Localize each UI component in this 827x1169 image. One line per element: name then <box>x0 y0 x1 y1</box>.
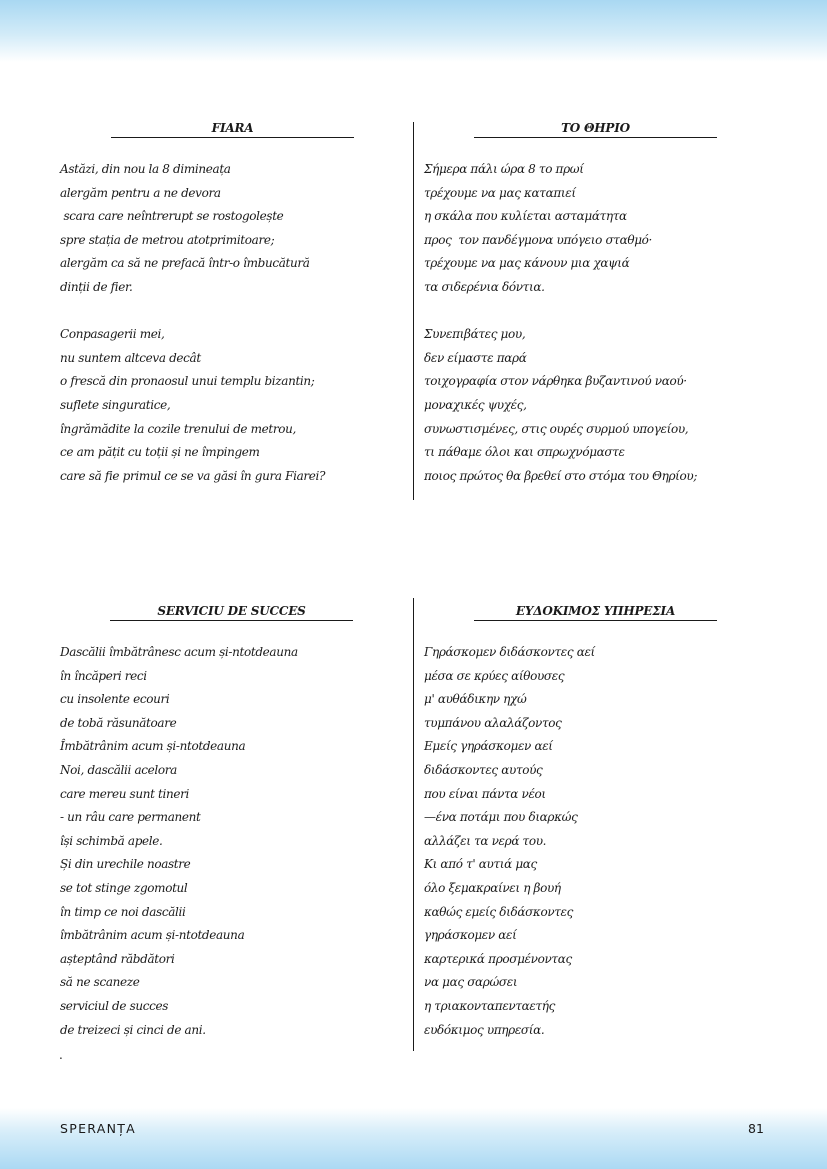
poem-line: η τριακονταπενταετής <box>424 998 555 1013</box>
poem-2-greek-title: ΕΥΔΟΚΙΜΟΣ ΥΠΗΡΕΣΙΑ <box>474 604 717 621</box>
poem-line: dinții de fier. <box>60 279 133 294</box>
poem-line: Noi, dascălii acelora <box>60 762 177 777</box>
magazine-name: SPERANȚA <box>60 1121 137 1136</box>
top-gradient-band <box>0 0 827 62</box>
poem-line: Conpasagerii mei, <box>60 327 165 342</box>
poem-line: όλο ξεμακραίνει η βουή <box>424 880 561 895</box>
poem-line: δεν είμαστε παρά <box>424 350 527 365</box>
poem-line: Συνεπιβάτες μου, <box>424 327 526 342</box>
poem-line: ποιος πρώτος θα βρεθεί στο στόμα του Θηρίου; <box>424 468 698 483</box>
poem-line: Κι από τ' αυτιά μας <box>424 857 537 872</box>
poem-line: îmbătrânim acum și-ntotdeauna <box>60 928 245 943</box>
stanza-break <box>424 300 697 324</box>
poem-line: μοναχικές ψυχές, <box>424 397 527 412</box>
poem-line: Σήμερα πάλι ώρα 8 το πρωί <box>424 162 584 176</box>
poem-line: η σκάλα που κυλίεται ασταμάτητα <box>424 209 627 224</box>
poem-line: τυμπάνου αλαλάζοντος <box>424 715 562 730</box>
poem-line: să ne scaneze <box>60 975 140 990</box>
trailing-mark: . <box>59 1048 63 1062</box>
stanza-break <box>60 300 325 324</box>
column-divider <box>413 598 414 1051</box>
poem-line: καθώς εμείς διδάσκοντες <box>424 904 574 919</box>
poem-line: Dascălii îmbătrânesc acum și-ntotdeauna <box>60 645 298 659</box>
poem-line: αλλάζει τα νερά του. <box>424 833 547 848</box>
poem-line: τα σιδερένια δόντια. <box>424 279 545 294</box>
poem-line: τρέχουμε να μας καταπιεί <box>424 185 576 200</box>
poem-line: καρτερικά προσμένοντας <box>424 951 572 966</box>
poem-line: care să fie primul ce se va găsi în gura Fiarei? <box>60 468 326 483</box>
poem-line: —ένα ποτάμι που διαρκώς <box>424 810 578 825</box>
poem-line: Γηράσκομεν διδάσκοντες αεί <box>424 645 595 659</box>
poem-line: o frescă din pronaosul unui templu bizantin; <box>60 374 315 389</box>
page-number: 81 <box>748 1121 764 1136</box>
poem-line: nu suntem altceva decât <box>60 350 201 365</box>
poem-line: μ' αυθάδικην ηχώ <box>424 692 527 707</box>
poem-2-greek-text <box>424 641 595 1042</box>
poem-line: να μας σαρώσει <box>424 975 518 990</box>
poem-line: alergăm pentru a ne devora <box>60 185 221 200</box>
poem-1-greek-text <box>424 158 697 488</box>
poem-line: - un râu care permanent <box>60 810 201 825</box>
bottom-gradient-band <box>0 1108 827 1169</box>
poem-line: ευδόκιμος υπηρεσία. <box>424 1022 545 1037</box>
poem-line: μέσα σε κρύες αίθουσες <box>424 668 565 683</box>
poem-line: Și din urechile noastre <box>60 857 191 872</box>
poem-line: de treizeci și cinci de ani. <box>60 1022 206 1037</box>
poem-line: se tot stinge zgomotul <box>60 880 188 895</box>
column-divider <box>413 122 414 500</box>
poem-line: serviciul de succes <box>60 998 169 1013</box>
poem-line: își schimbă apele. <box>60 833 163 848</box>
poem-line: τρέχουμε να μας κάνουν μια χαψιά <box>424 256 630 271</box>
poem-line: τι πάθαμε όλοι και σπρωχνόμαστε <box>424 445 625 460</box>
poem-line: în timp ce noi dascălii <box>60 904 186 919</box>
poem-line: ce am pățit cu toții și ne împingem <box>60 445 260 460</box>
poem-line: scara care neîntrerupt se rostogolește <box>60 209 284 224</box>
poem-line: Îmbătrânim acum și-ntotdeauna <box>60 739 246 754</box>
poem-line: διδάσκοντες αυτούς <box>424 762 543 777</box>
poem-line: Εμείς γηράσκομεν αεί <box>424 739 553 754</box>
poem-line: de tobă răsunătoare <box>60 715 177 730</box>
poem-line: spre stația de metrou atotprimitoare; <box>60 232 275 247</box>
poem-1-greek-title: ΤΟ ΘΗΡΙΟ <box>474 121 717 138</box>
poem-line: cu insolente ecouri <box>60 692 170 707</box>
poem-line: Astăzi, din nou la 8 dimineața <box>60 162 231 176</box>
poem-line: alergăm ca să ne prefacă într-o îmbucătură <box>60 256 310 271</box>
poem-2-romanian-text <box>60 641 298 1042</box>
poem-1-romanian-text <box>60 158 325 488</box>
poem-1-romanian-title: FIARA <box>111 121 354 138</box>
poem-line: γηράσκομεν αεί <box>424 928 517 943</box>
poem-line: așteptând răbdători <box>60 951 175 966</box>
poem-2-romanian-title: SERVICIU DE SUCCES <box>110 604 353 621</box>
poem-line: care mereu sunt tineri <box>60 786 190 801</box>
poem-line: που είναι πάντα νέοι <box>424 786 546 801</box>
poem-line: îngrămădite la cozile trenului de metrou, <box>60 421 296 436</box>
poem-line: συνωστισμένες, στις ουρές συρμού υπογείου, <box>424 421 689 436</box>
poem-line: προς τον πανδέγμονα υπόγειο σταθμό· <box>424 232 653 247</box>
poem-line: suflete singuratice, <box>60 397 171 412</box>
poem-line: în încăperi reci <box>60 668 147 683</box>
poem-line: τοιχογραφία στον νάρθηκα βυζαντινού ναού· <box>424 374 687 389</box>
